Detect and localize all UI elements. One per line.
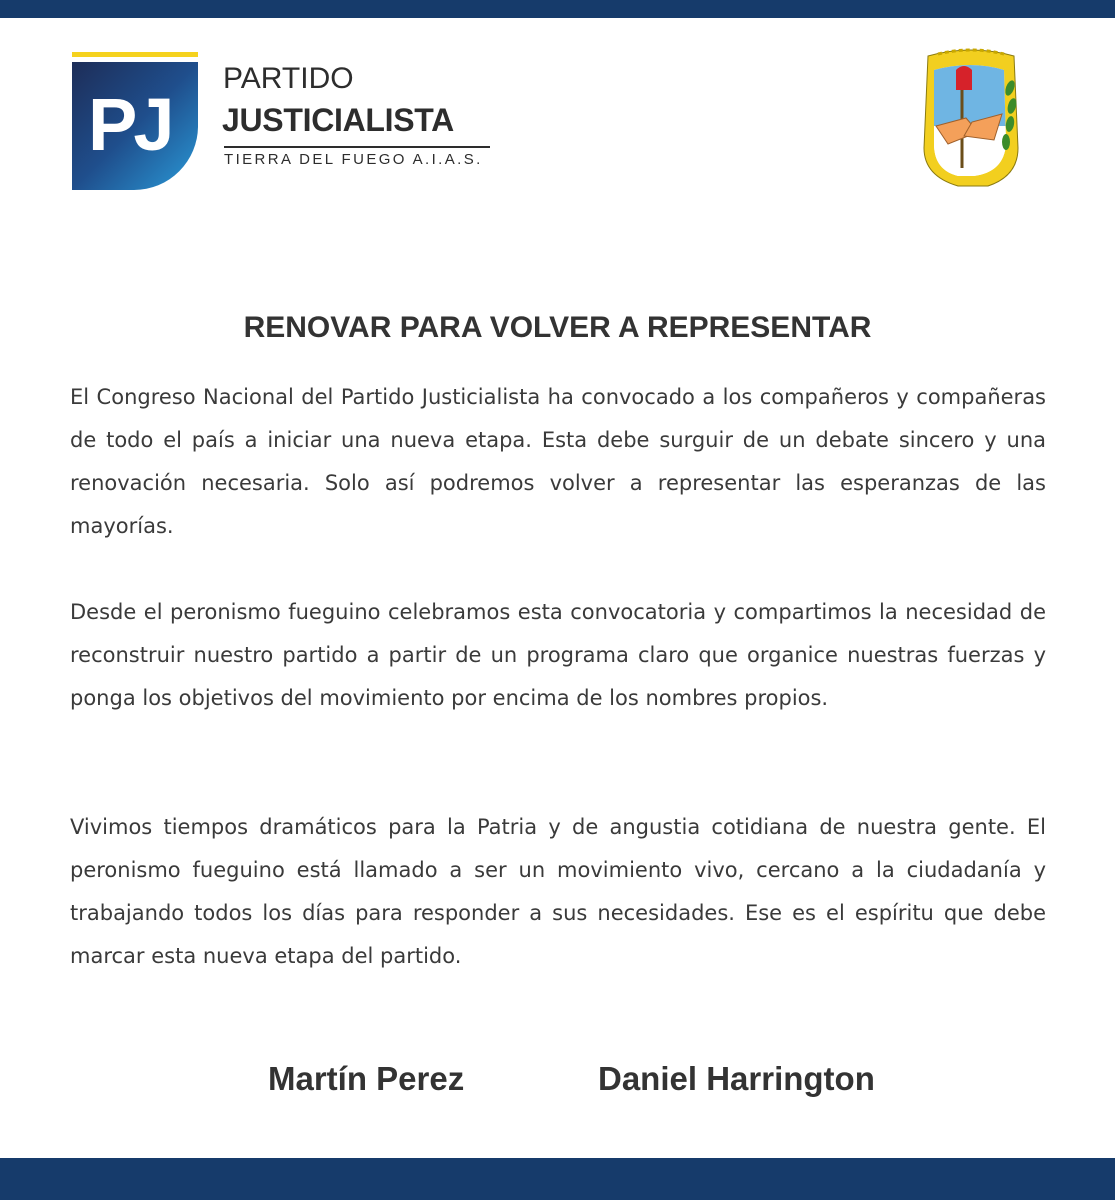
pj-logo xyxy=(72,52,492,192)
document-title: RENOVAR PARA VOLVER A REPRESENTAR xyxy=(243,311,872,344)
paragraph-3: Vivimos tiempos dramáticos para la Patria y de angustia cotidiana de nuestra gente. El peronismo fueguino está llamado a ser un movimiento vivo, cercano a la ciudadanía y trabajando todos los días para responder a sus necesidades. Ese es el espíritu que debe marcar esta nueva etapa del partido. xyxy=(70,815,1046,968)
paragraph-2: Desde el peronismo fueguino celebramos esta convocatoria y compartimos la necesidad de reconstruir nuestro partido a partir de un programa claro que organice nuestras fuerzas y ponga los objetivos del movimiento por encima de los nombres propios. xyxy=(70,600,1046,710)
logo-region-text: TIERRA DEL FUEGO A.I.A.S. xyxy=(224,151,483,168)
top-frame-bar xyxy=(0,0,1115,18)
logo-partido-text: PARTIDO xyxy=(223,62,354,95)
paragraph-1: El Congreso Nacional del Partido Justicialista ha convocado a los compañeros y compañeras de todo el país a iniciar una nueva etapa. Esta debe surguir de un debate sincero y una renovación necesaria. Solo así podremos volver a representar las esperanzas de las mayorías. xyxy=(70,385,1046,538)
signature-martin-perez: Martín Perez xyxy=(268,1060,465,1097)
bottom-frame-bar xyxy=(0,1158,1115,1200)
logo-yellow-stripe xyxy=(72,52,198,57)
peronist-shield-icon xyxy=(918,48,1024,190)
logo-initials: PJ xyxy=(88,83,171,166)
logo-divider xyxy=(224,146,490,148)
signature-daniel-harrington: Daniel Harrington xyxy=(598,1060,875,1097)
pj-logo-icon xyxy=(72,62,198,190)
logo-justicialista-text: JUSTICIALISTA xyxy=(222,102,454,138)
